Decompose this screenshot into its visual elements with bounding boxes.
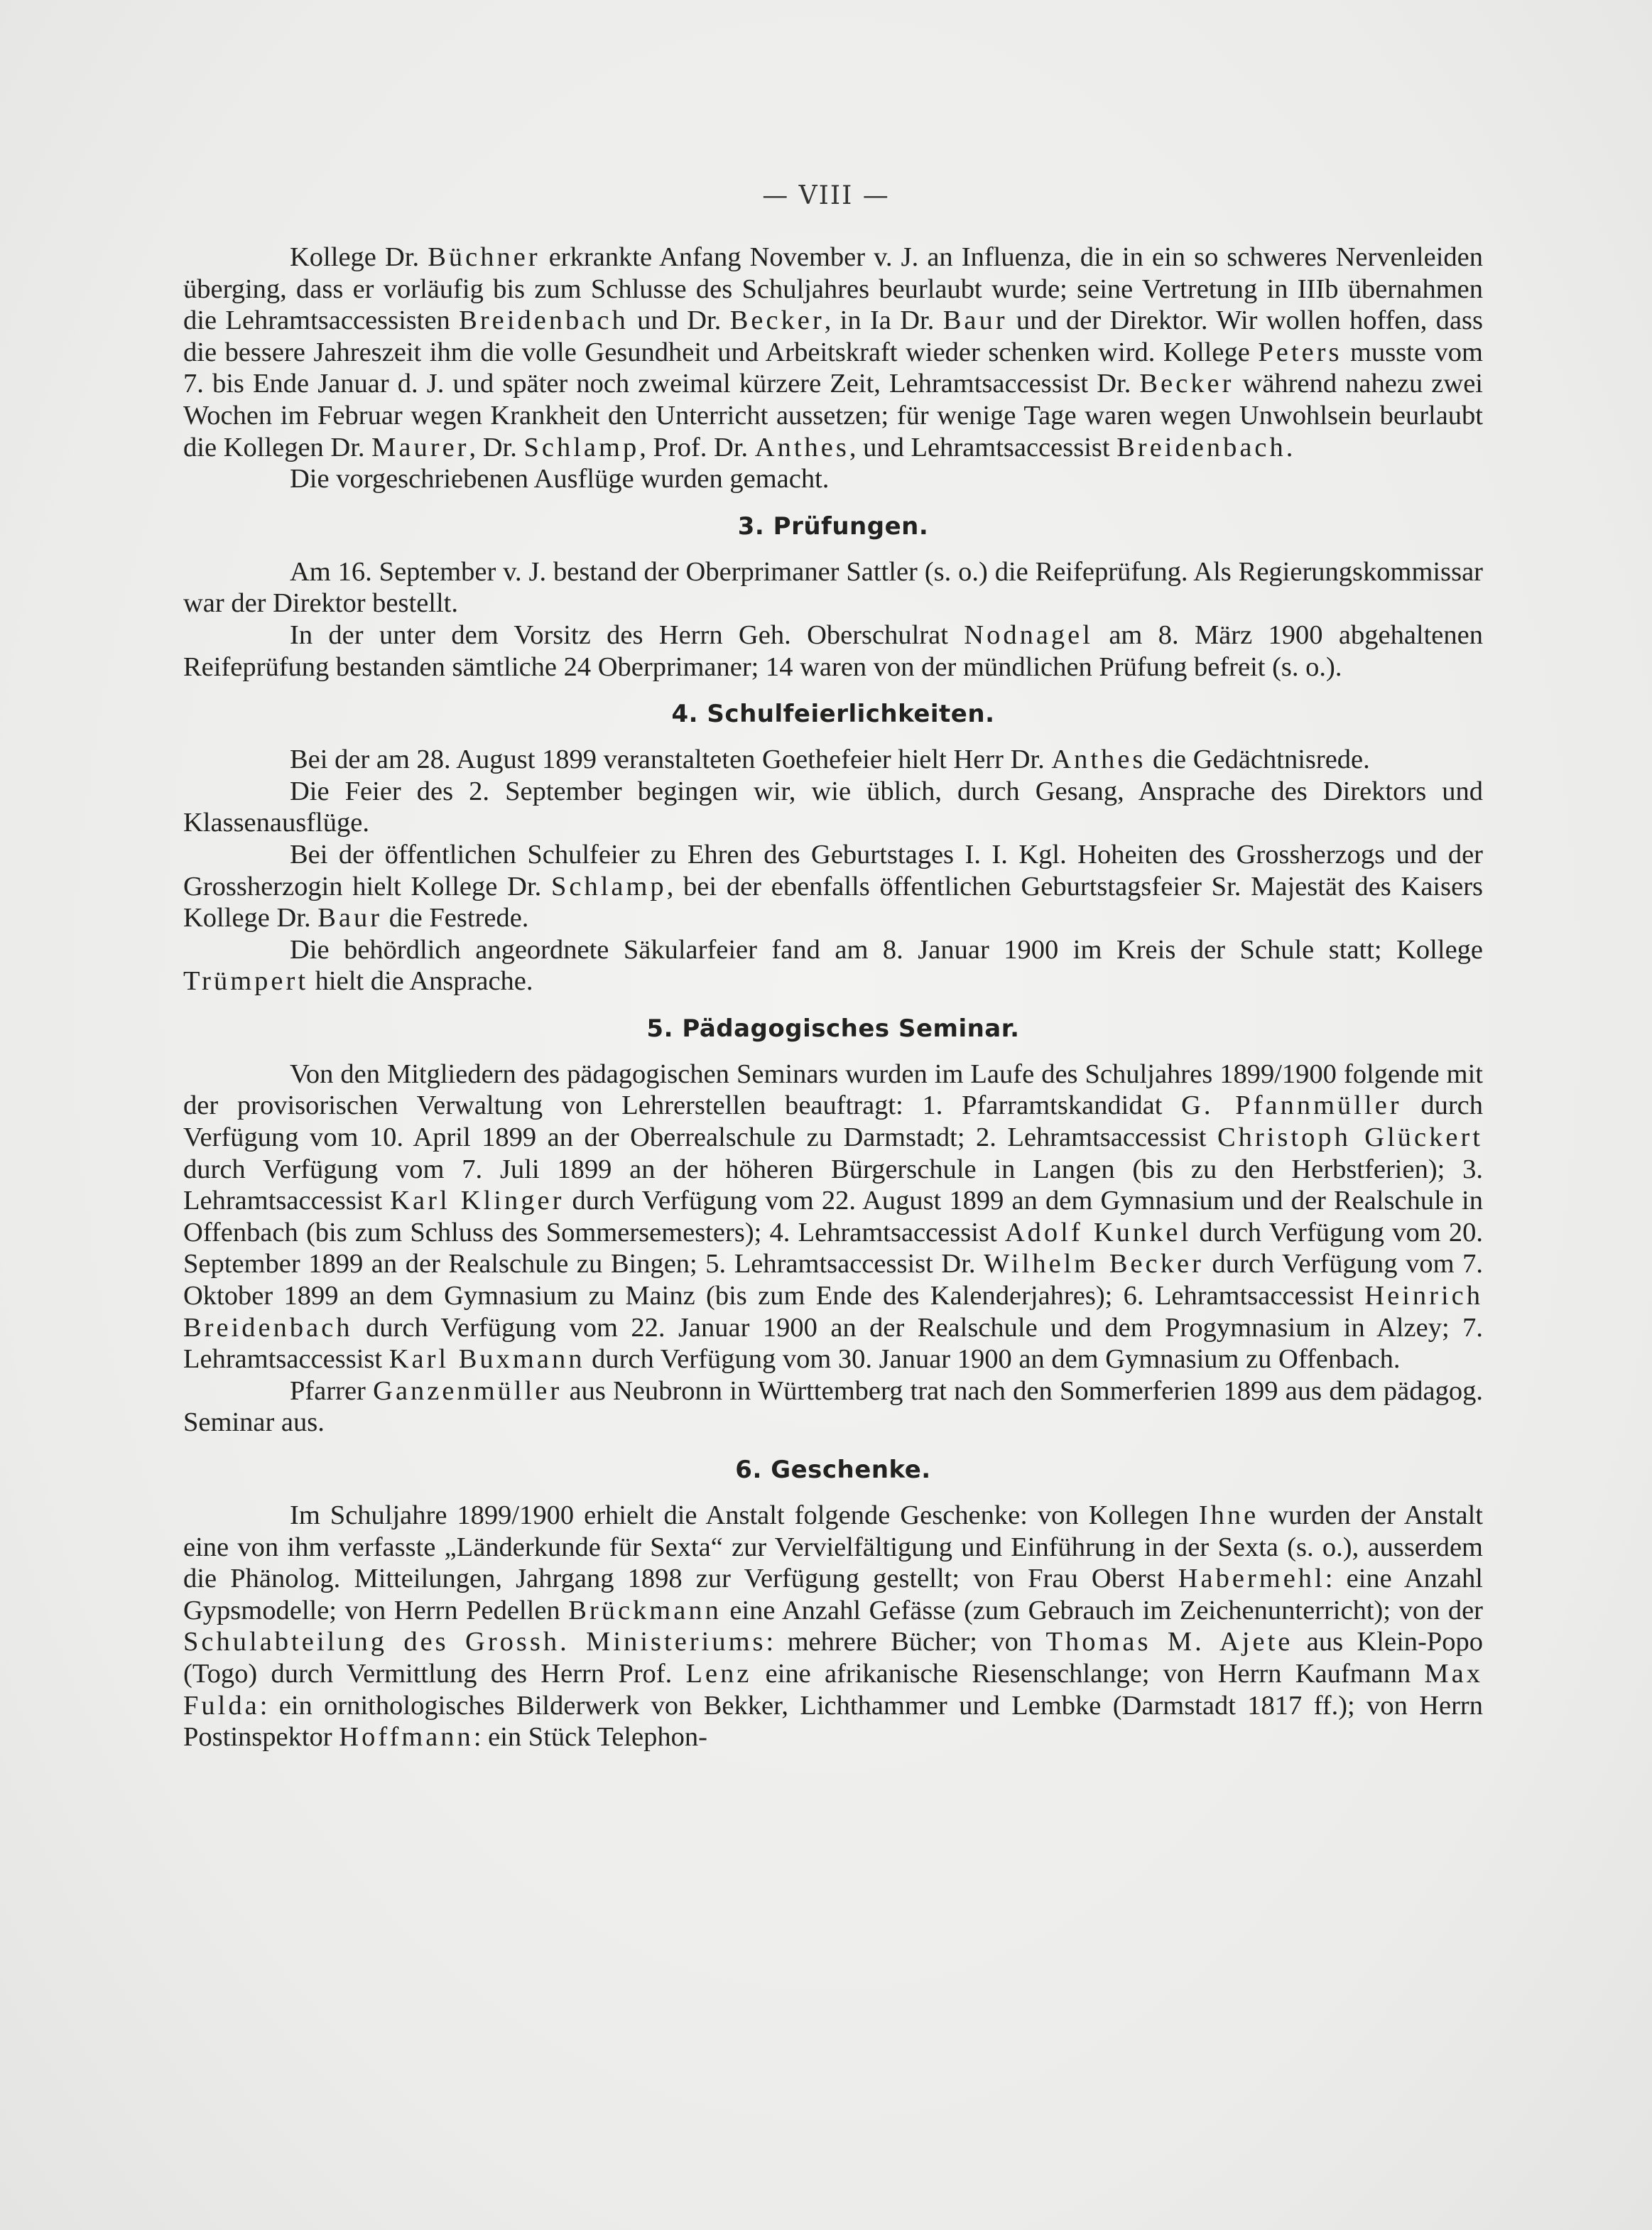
person-name: Brückmann: [568, 1595, 722, 1625]
heading-paedagogisches-seminar: 5. Pädagogisches Seminar.: [646, 1014, 1020, 1043]
person-name: Ihne: [1198, 1500, 1259, 1530]
person-name: Becker: [1139, 369, 1234, 399]
person-name: Karl Klinger: [390, 1186, 565, 1216]
person-name: Breidenbach: [1116, 432, 1286, 462]
person-name: Büchner: [428, 242, 540, 272]
person-name: Thomas M. Ajete: [1045, 1627, 1293, 1657]
person-name: Nodnagel: [964, 619, 1093, 650]
person-name: Wilhelm Becker: [984, 1249, 1204, 1279]
paragraph-excursions: Die vorgeschriebenen Ausflüge wurden gemacht.: [290, 464, 830, 494]
person-name: Hoffmann: [339, 1722, 474, 1753]
paragraph-goethe-feier: Bei der am 28. August 1899 veranstalteten Goethefeier hielt Herr Dr. Anthes die Gedächtnisrede.: [290, 745, 1370, 775]
person-name: Peters: [1258, 337, 1342, 367]
paragraph-staff-illness: Kollege Dr. Büchner erkrankte Anfang November v. J. an Influenza, die in ein so schweres Nervenleiden überging, dass er vorläufig bis zum Schlusse des Schuljahres beurlaubt wurde; seine Vertretung in IIIb übernahmen die Lehramtsaccessisten Breidenbach und Dr. Becker, in Ia Dr. Baur und der Direktor. Wir wollen hoffen, dass die bessere Jahreszeit ihm die volle Gesundheit und Arbeitskraft wieder schenken wird. Kollege Peters musste vom 7. bis Ende Januar d. J. und später noch zweimal kürzere Zeit, Lehramtsaccessist Dr. Becker während nahezu zwei Wochen im Februar wegen Krankheit den Unterricht aussetzen; für wenige Tage waren wegen Unwohlsein beurlaubt die Kollegen Dr. Maurer, Dr. Schlamp, Prof. Dr. Anthes, und Lehramtsaccessist Breidenbach.: [183, 242, 1484, 462]
person-name: Karl Buxmann: [388, 1344, 585, 1375]
person-name: Becker: [729, 305, 825, 336]
person-name: Schlamp: [550, 871, 667, 902]
person-name: Adolf Kunkel: [1004, 1217, 1192, 1247]
paragraph-saekularfeier: Die behördlich angeordnete Säkularfeier fand am 8. Januar 1900 im Kreis der Schule statt; Kollege Trümpert hielt die Ansprache.: [183, 934, 1483, 997]
person-name: Anthes: [1051, 745, 1146, 775]
person-name: Heinrich Breidenbach: [183, 1281, 1483, 1343]
person-name: Baur: [317, 903, 383, 933]
person-name: Baur: [942, 305, 1008, 336]
paragraph-exam-september: Am 16. September v. J. bestand der Oberprimaner Sattler (s. o.) die Reifeprüfung. Als Regierungskommissar war der Direktor bestellt.: [183, 556, 1483, 619]
person-name: Schlamp: [523, 432, 640, 462]
person-name: Anthes: [754, 432, 849, 462]
person-name: Ganzenmüller: [373, 1375, 563, 1406]
institution-name: Schulabteilung des Grossh. Ministeriums: [183, 1627, 766, 1657]
person-name: Christoph Glückert: [1217, 1122, 1483, 1153]
person-name: Max Fulda: [183, 1658, 1483, 1721]
person-name: Lenz: [685, 1658, 752, 1689]
paragraph-birthday-feier: Bei der öffentlichen Schulfeier zu Ehren des Geburtstages I. I. Kgl. Hoheiten des Grossherzogs und der Grossherzogin hielt Kollege Dr. Schlamp, bei der ebenfalls öffentlichen Geburtstagsfeier Sr. Majestät des Kaisers Kollege Dr. Baur die Festrede.: [183, 839, 1483, 933]
page-number: — VIII —: [762, 181, 890, 210]
paragraph-seminar-departure: Pfarrer Ganzenmüller aus Neubronn in Württemberg trat nach den Sommerferien 1899 aus dem pädagog. Seminar aus.: [183, 1375, 1483, 1438]
paragraph-seminar-members: Von den Mitgliedern des pädagogischen Seminars wurden im Laufe des Schuljahres 1899/1900 folgende mit der provisorischen Verwaltung von Lehrerstellen beauftragt: 1. Pfarramtskandidat G. Pfannmüller durch Verfügung vom 10. April 1899 an der Oberrealschule zu Darmstadt; 2. Lehramtsaccessist Christoph Glückert durch Verfügung vom 7. Juli 1899 an der höheren Bürgerschule in Langen (bis zu den Herbstferien); 3. Lehramtsaccessist Karl Klinger durch Verfügung vom 22. August 1899 an dem Gymnasium und der Realschule in Offenbach (bis zum Schluss des Sommersemesters); 4. Lehramtsaccessist Adolf Kunkel durch Verfügung vom 20. September 1899 an der Realschule zu Bingen; 5. Lehramtsaccessist Dr. Wilhelm Becker durch Verfügung vom 7. Oktober 1899 an dem Gymnasium zu Mainz (bis zum Ende des Kalenderjahres); 6. Lehramtsaccessist Heinrich Breidenbach durch Verfügung vom 22. Januar 1900 an der Realschule und dem Progymnasium in Alzey; 7. Lehramtsaccessist Karl Buxmann durch Verfügung vom 30. Januar 1900 an dem Gymnasium zu Offenbach.: [183, 1059, 1483, 1375]
paragraph-gifts: Im Schuljahre 1899/1900 erhielt die Anstalt folgende Geschenke: von Kollegen Ihne wurden der Anstalt eine von ihm verfasste „Länderkunde für Sexta“ zur Vervielfältigung und Einführung in der Sexta (s. o.), ausserdem die Phänolog. Mitteilungen, Jahrgang 1898 zur Verfügung gestellt; von Frau Oberst Habermehl: eine Anzahl Gypsmodelle; von Herrn Pedellen Brückmann eine Anzahl Gefässe (zum Gebrauch im Zeichenunterricht); von der Schulabteilung des Grossh. Ministeriums: mehrere Bücher; von Thomas M. Ajete aus Klein-Popo (Togo) durch Vermittlung des Herrn Prof. Lenz eine afrikanische Riesenschlange; von Herrn Kaufmann Max Fulda: ein ornithologisches Bilderwerk von Bekker, Lichthammer und Lembke (Darmstadt 1817 ff.); von Herrn Postinspektor Hoffmann: ein Stück Telephon-: [183, 1500, 1484, 1753]
person-name: Breidenbach: [459, 305, 629, 336]
paragraph-september-feier: Die Feier des 2. September begingen wir, wie üblich, durch Gesang, Ansprache des Direktors und Klassenausflüge.: [183, 776, 1483, 838]
heading-pruefungen: 3. Prüfungen.: [737, 512, 929, 541]
person-name: G. Pfannmüller: [1181, 1090, 1402, 1121]
person-name: Habermehl: [1178, 1564, 1325, 1594]
person-name: Maurer: [371, 432, 469, 462]
person-name: Trümpert: [183, 966, 309, 997]
paragraph-exam-march: In der unter dem Vorsitz des Herrn Geh. Oberschulrat Nodnagel am 8. März 1900 abgehaltenen Reifeprüfung bestanden sämtliche 24 Oberprimaner; 14 waren von der mündlichen Prüfung befreit (s. o.).: [183, 619, 1483, 682]
page-body: [183, 242, 1483, 1753]
heading-schulfeierlichkeiten: 4. Schulfeierlichkeiten.: [671, 700, 995, 729]
heading-geschenke: 6. Geschenke.: [735, 1456, 931, 1484]
